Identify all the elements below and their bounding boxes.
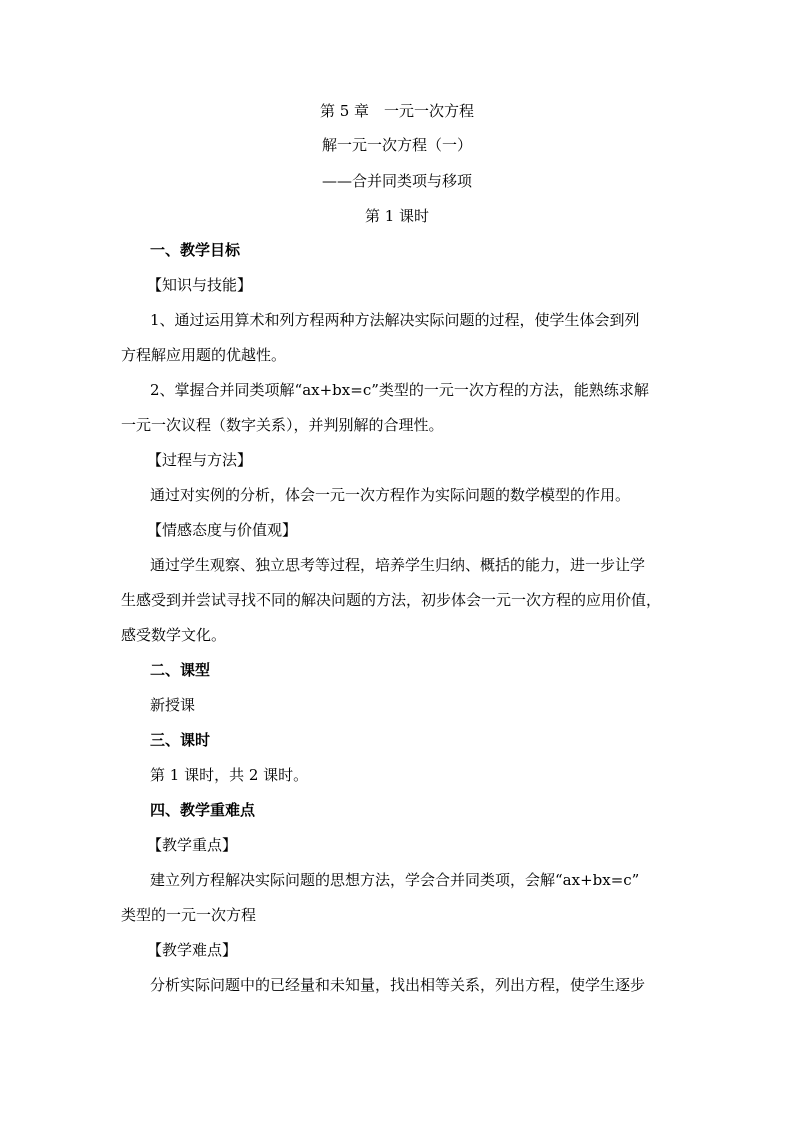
paragraph-line: 通过学生观察、独立思考等过程，培养学生归纳、概括的能力，进一步让学 bbox=[150, 556, 646, 574]
section-heading-hours: 三、课时 bbox=[150, 731, 211, 749]
lesson-subtitle: ——合并同类项与移项 bbox=[321, 172, 472, 190]
subheading-focus: 【教学重点】 bbox=[147, 836, 238, 854]
paragraph-line: 分析实际问题中的已经量和未知量，找出相等关系，列出方程，使学生逐步 bbox=[150, 976, 646, 994]
paragraph-line: 2、掌握合并同类项解“ax+bx=c”类型的一元一次方程的方法，能熟练求解 bbox=[150, 381, 649, 399]
section-heading-goals: 一、教学目标 bbox=[150, 241, 241, 259]
paragraph-line: 1、通过运用算术和列方程两种方法解决实际问题的过程，使学生体会到列 bbox=[150, 311, 640, 329]
paragraph-line: 建立列方程解决实际问题的思想方法，学会合并同类项，会解“ax+bx=c” bbox=[150, 871, 640, 889]
paragraph-line: 第 1 课时，共 2 课时。 bbox=[150, 766, 309, 784]
paragraph-line: 感受数学文化。 bbox=[121, 626, 227, 644]
subheading-attitude: 【情感态度与价值观】 bbox=[147, 521, 298, 539]
paragraph-line: 类型的一元一次方程 bbox=[121, 906, 257, 924]
subheading-process: 【过程与方法】 bbox=[147, 451, 253, 469]
paragraph-line: 通过对实例的分析，体会一元一次方程作为实际问题的数学模型的作用。 bbox=[150, 486, 631, 504]
lesson-title: 解一元一次方程（一） bbox=[321, 136, 472, 154]
paragraph-line: 一元一次议程（数字关系），并判别解的合理性。 bbox=[121, 416, 444, 434]
paragraph-line: 方程解应用题的优越性。 bbox=[121, 346, 287, 364]
chapter-title: 第 5 章 一元一次方程 bbox=[319, 102, 475, 120]
subheading-knowledge: 【知识与技能】 bbox=[147, 276, 253, 294]
section-heading-keypoints: 四、教学重难点 bbox=[150, 801, 256, 819]
section-heading-type: 二、课型 bbox=[150, 661, 211, 679]
paragraph-line: 生感受到并尝试寻找不同的解决问题的方法，初步体会一元一次方程的应用价值， bbox=[121, 591, 662, 609]
period-label: 第 1 课时 bbox=[364, 207, 430, 225]
paragraph-line: 新授课 bbox=[150, 696, 196, 714]
subheading-difficulty: 【教学难点】 bbox=[147, 941, 238, 959]
